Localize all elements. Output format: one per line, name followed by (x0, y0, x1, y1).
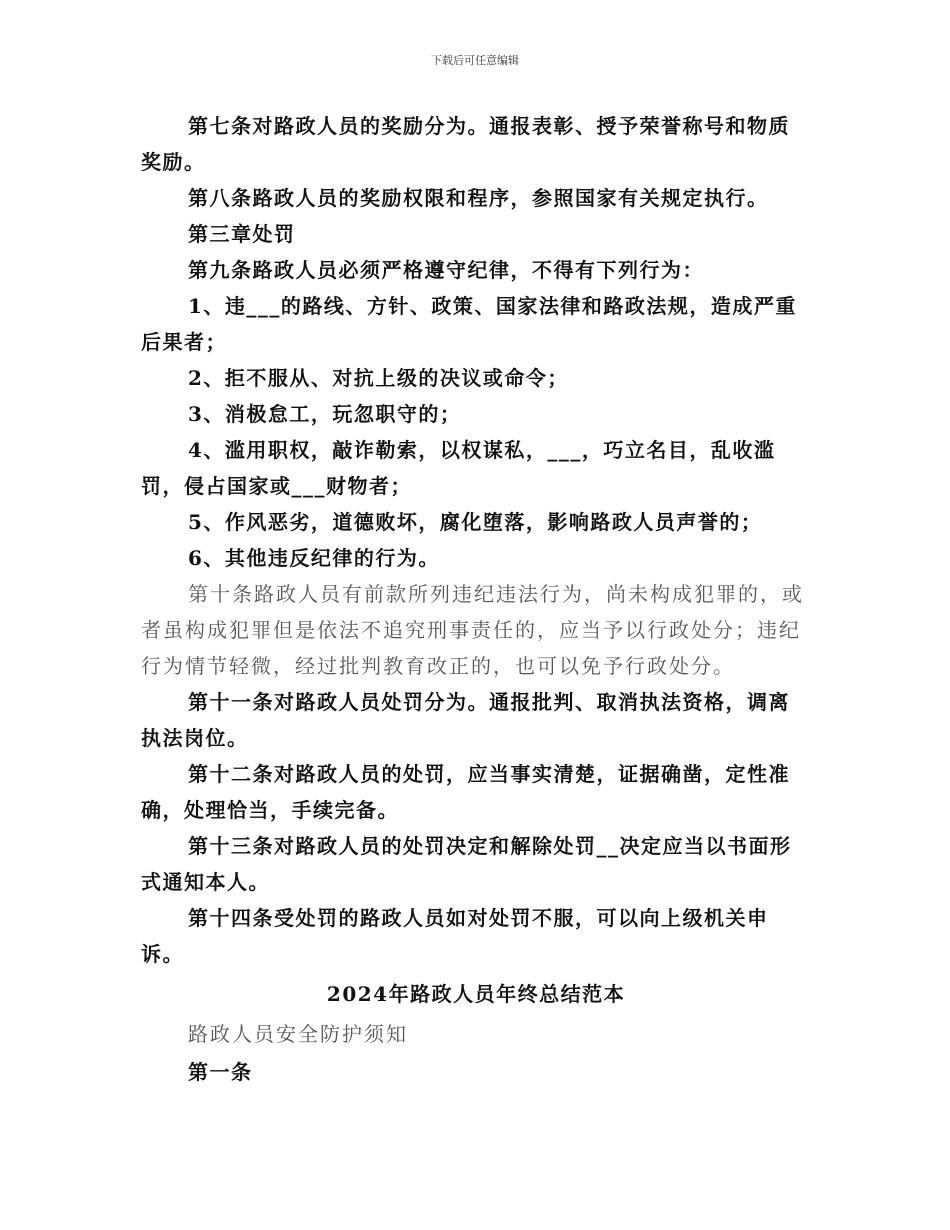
page-header-note: 下载后可任意编辑 (431, 54, 519, 67)
paragraph-article-10: 第十条路政人员有前款所列违纪违法行为，尚未构成犯罪的，或者虽构成犯罪但是依法不追究刑事责任的，应当予以行政处分；违纪行为情节轻微，经过批判教育改正的，也可以免予行政处分。 (141, 582, 804, 678)
paragraph-article-14: 第十四条受处罚的路政人员如对处罚不服，可以向上级机关申诉。 (141, 906, 769, 966)
paragraph-article-7: 第七条对路政人员的奖励分为。通报表彰、授予荣誉称号和物质奖励。 (141, 114, 790, 174)
list-item-2: 2、拒不服从、对抗上级的决议或命令； (188, 366, 569, 390)
list-item-3: 3、消极怠工，玩忽职守的； (188, 402, 462, 426)
safety-notice-title: 路政人员安全防护须知 (188, 1022, 408, 1046)
paragraph-article-13: 第十三条对路政人员的处罚决定和解除处罚__决定应当以书面形式通知本人。 (141, 834, 792, 894)
article-1-heading: 第一条 (188, 1060, 253, 1084)
chapter-heading: 第三章处罚 (188, 222, 296, 246)
document-body (141, 108, 811, 1090)
list-item-6: 6、其他违反纪律的行为。 (188, 546, 440, 570)
section-title: 2024年路政人员年终总结范本 (326, 982, 626, 1006)
list-item-5: 5、作风恶劣，道德败坏，腐化堕落，影响路政人员声誉的； (188, 510, 763, 534)
paragraph-article-12: 第十二条对路政人员的处罚，应当事实清楚，证据确凿，定性准确，处理恰当，手续完备。 (141, 762, 790, 822)
paragraph-article-8: 第八条路政人员的奖励权限和程序，参照国家有关规定执行。 (188, 186, 769, 210)
list-item-4: 4、滥用职权，敲诈勒索，以权谋私，___，巧立名目，乱收滥罚，侵占国家或___财物者； (141, 438, 776, 498)
list-item-1: 1、违___的路线、方针、政策、国家法律和路政法规，造成严重后果者； (141, 294, 797, 354)
paragraph-article-9: 第九条路政人员必须严格遵守纪律，不得有下列行为： (188, 258, 704, 282)
paragraph-article-11: 第十一条对路政人员处罚分为。通报批判、取消执法资格，调离执法岗位。 (141, 690, 790, 750)
